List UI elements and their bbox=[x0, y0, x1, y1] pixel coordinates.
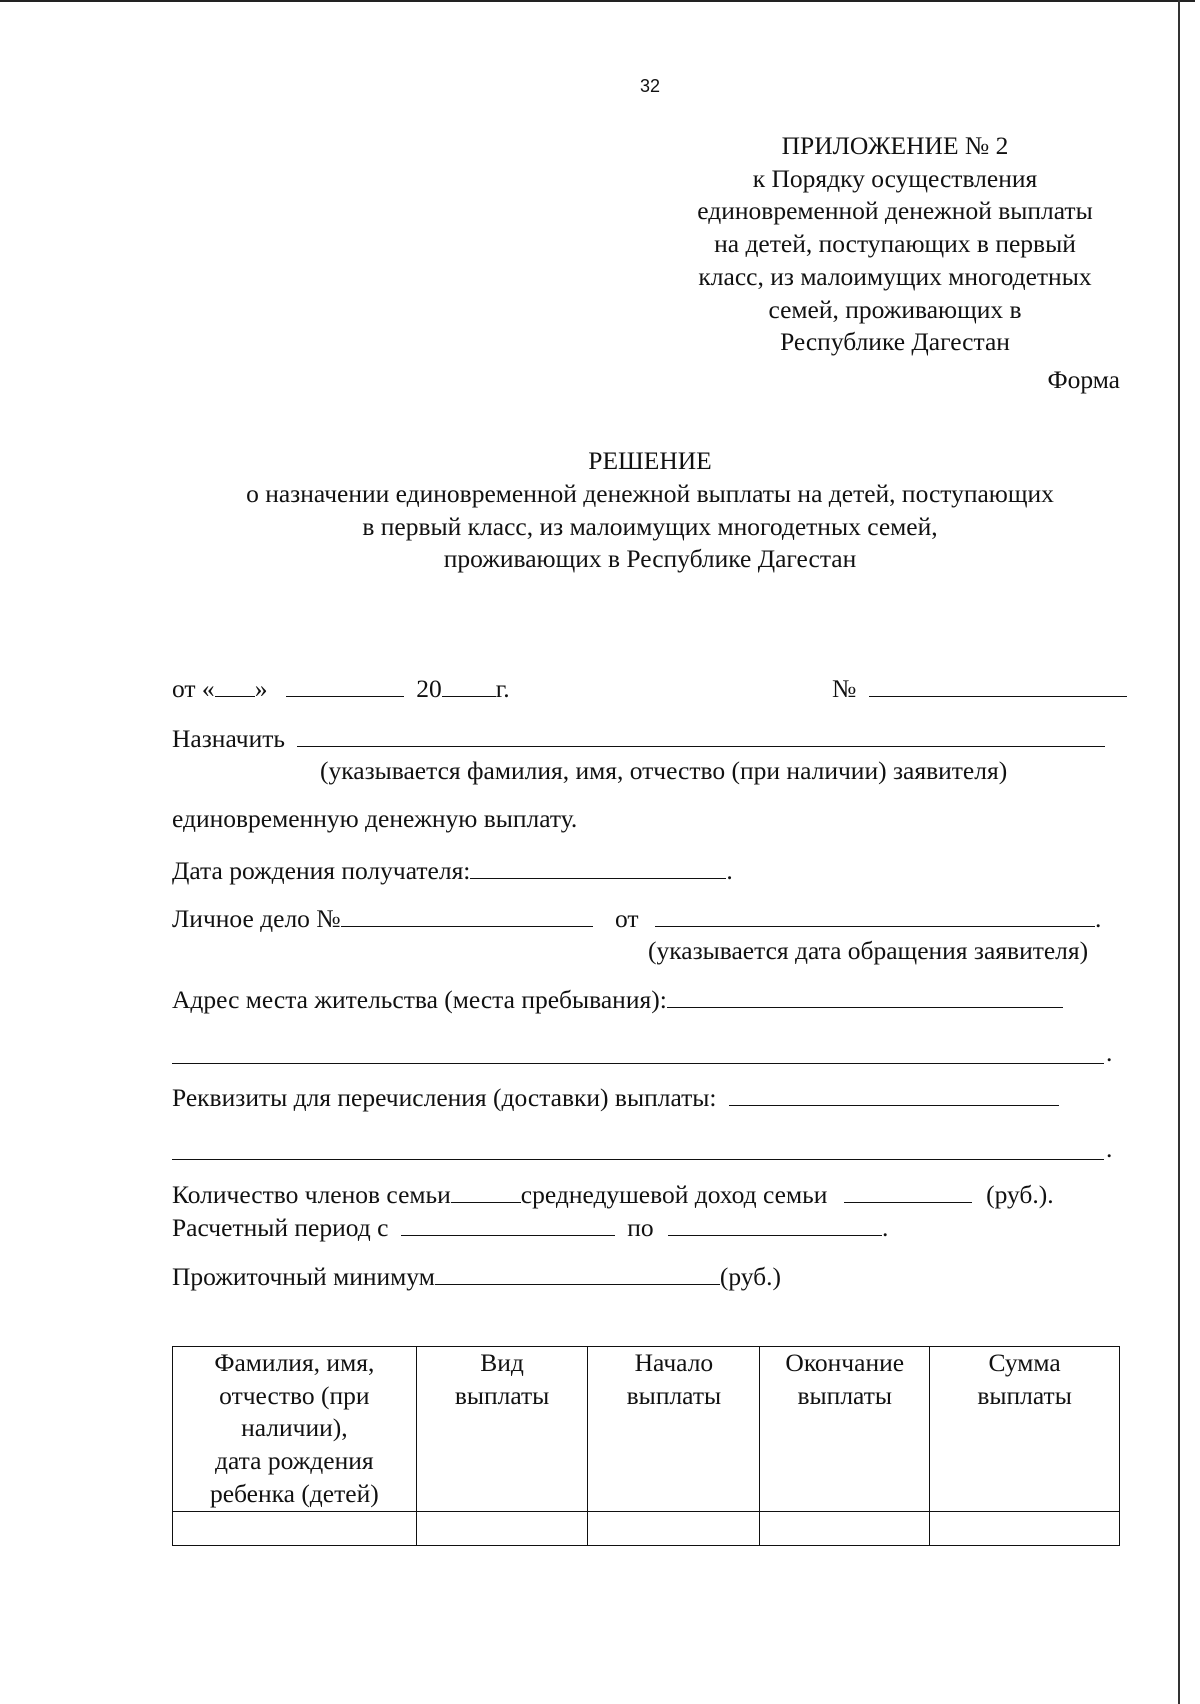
case-number-field[interactable] bbox=[341, 904, 593, 927]
address-dot: . bbox=[1106, 1038, 1113, 1067]
income-label: среднедушевой доход семьи bbox=[520, 1180, 828, 1209]
requisites-label: Реквизиты для перечисления (доставки) выплаты: bbox=[172, 1083, 717, 1112]
appendix-header bbox=[640, 130, 1150, 359]
cell-payment-start[interactable] bbox=[588, 1511, 760, 1545]
case-hint: (указывается дата обращения заявителя) bbox=[648, 936, 1089, 965]
assign-line bbox=[172, 724, 1105, 754]
appendix-line: к Порядку осуществления bbox=[752, 163, 1038, 193]
address-field[interactable] bbox=[667, 985, 1063, 1008]
header-payment-sum bbox=[930, 1347, 1120, 1512]
header-payment-type bbox=[416, 1347, 588, 1512]
header-text: Вид bbox=[480, 1348, 524, 1377]
period-dot: . bbox=[881, 1213, 889, 1242]
cell-child-name[interactable] bbox=[173, 1511, 417, 1545]
subsistence-label: Прожиточный минимум bbox=[172, 1262, 435, 1291]
case-dot: . bbox=[1094, 904, 1102, 933]
subsistence-rub-label: (руб.) bbox=[719, 1262, 782, 1291]
assign-hint: (указывается фамилия, имя, отчество (при наличии) заявителя) bbox=[320, 756, 1008, 785]
birth-date-dot: . bbox=[726, 856, 733, 885]
header-text: Окончание bbox=[785, 1348, 905, 1377]
header-text: выплаты bbox=[977, 1380, 1072, 1410]
year-suffix: г. bbox=[495, 674, 510, 703]
requisites-field-continued[interactable] bbox=[172, 1159, 1104, 1160]
header-child-name bbox=[173, 1347, 417, 1512]
period-line bbox=[172, 1213, 888, 1243]
requisites-line bbox=[172, 1083, 1059, 1113]
header-text: наличии), bbox=[241, 1413, 348, 1443]
decision-subtitle-line: в первый класс, из малоимущих многодетных семей, bbox=[362, 511, 938, 541]
header-text: выплаты bbox=[626, 1380, 722, 1410]
case-from-label: от bbox=[615, 904, 639, 933]
appendix-line: семей, проживающих в bbox=[768, 294, 1022, 324]
date-from-label: от « bbox=[172, 674, 215, 703]
requisites-dot: . bbox=[1106, 1134, 1113, 1163]
period-to-label: по bbox=[627, 1213, 654, 1242]
header-text: выплаты bbox=[454, 1380, 550, 1410]
case-line bbox=[172, 904, 1101, 934]
table-header-row bbox=[173, 1347, 1120, 1512]
appendix-title: ПРИЛОЖЕНИЕ № 2 bbox=[781, 131, 1009, 160]
date-close-quote: » bbox=[254, 674, 268, 703]
decision-subtitle bbox=[150, 478, 1150, 576]
applicant-name-field[interactable] bbox=[297, 724, 1105, 747]
header-text: ребенка (детей) bbox=[209, 1478, 379, 1508]
address-line bbox=[172, 985, 1063, 1015]
payments-table bbox=[172, 1346, 1120, 1546]
cell-payment-sum[interactable] bbox=[930, 1511, 1120, 1545]
decision-subtitle-line: о назначении единовременной денежной выплаты на детей, поступающих bbox=[246, 479, 1054, 508]
appendix-line: на детей, поступающих в первый bbox=[714, 229, 1076, 259]
family-members-label: Количество членов семьи bbox=[172, 1180, 451, 1209]
subsistence-line bbox=[172, 1262, 781, 1292]
page-right-edge bbox=[1178, 0, 1180, 1704]
form-label: Форма bbox=[1047, 365, 1120, 394]
year-prefix: 20 bbox=[416, 674, 442, 703]
decision-number-field[interactable] bbox=[869, 674, 1127, 697]
header-text: выплаты bbox=[797, 1380, 892, 1410]
family-income-line bbox=[172, 1180, 1054, 1210]
requisites-field[interactable] bbox=[729, 1083, 1059, 1106]
subsistence-field[interactable] bbox=[435, 1262, 720, 1285]
period-end-field[interactable] bbox=[668, 1213, 882, 1236]
decision-title: РЕШЕНИЕ bbox=[588, 446, 712, 475]
payment-text: единовременную денежную выплату. bbox=[172, 804, 578, 833]
header-payment-start bbox=[588, 1347, 760, 1512]
header-payment-end bbox=[760, 1347, 930, 1512]
cell-payment-end[interactable] bbox=[760, 1511, 930, 1545]
family-members-field[interactable] bbox=[451, 1180, 521, 1203]
appendix-line: Республике Дагестан bbox=[780, 327, 1010, 357]
address-field-continued[interactable] bbox=[172, 1063, 1104, 1064]
number-label: № bbox=[832, 674, 857, 703]
header-text: отчество (при bbox=[219, 1380, 370, 1410]
page-top-edge bbox=[0, 0, 1195, 2]
decision-subtitle-line: проживающих в Республике Дагестан bbox=[443, 544, 857, 574]
birth-date-field[interactable] bbox=[470, 856, 726, 879]
year-field[interactable] bbox=[442, 674, 496, 697]
number-line bbox=[832, 674, 1127, 704]
income-field[interactable] bbox=[844, 1180, 972, 1203]
appendix-line: единовременной денежной выплаты bbox=[697, 196, 1093, 226]
income-rub-label: (руб.). bbox=[986, 1180, 1054, 1209]
appendix-line: класс, из малоимущих многодетных bbox=[698, 261, 1092, 291]
month-field[interactable] bbox=[286, 674, 404, 697]
case-label: Личное дело № bbox=[172, 904, 341, 933]
day-field[interactable] bbox=[215, 674, 255, 697]
period-start-field[interactable] bbox=[401, 1213, 615, 1236]
assign-label: Назначить bbox=[172, 724, 285, 753]
header-text: Сумма bbox=[988, 1348, 1061, 1377]
birth-date-line bbox=[172, 856, 733, 886]
period-label: Расчетный период с bbox=[172, 1213, 389, 1242]
header-text: Начало bbox=[634, 1348, 714, 1377]
address-label: Адрес места жительства (места пребывания): bbox=[172, 985, 667, 1014]
page-number: 32 bbox=[639, 76, 661, 96]
date-line bbox=[172, 674, 510, 704]
cell-payment-type[interactable] bbox=[416, 1511, 588, 1545]
case-date-field[interactable] bbox=[655, 904, 1095, 927]
header-text: дата рождения bbox=[215, 1446, 374, 1476]
birth-date-label: Дата рождения получателя: bbox=[172, 856, 471, 885]
header-text: Фамилия, имя, bbox=[214, 1348, 375, 1377]
table-row bbox=[173, 1511, 1120, 1545]
